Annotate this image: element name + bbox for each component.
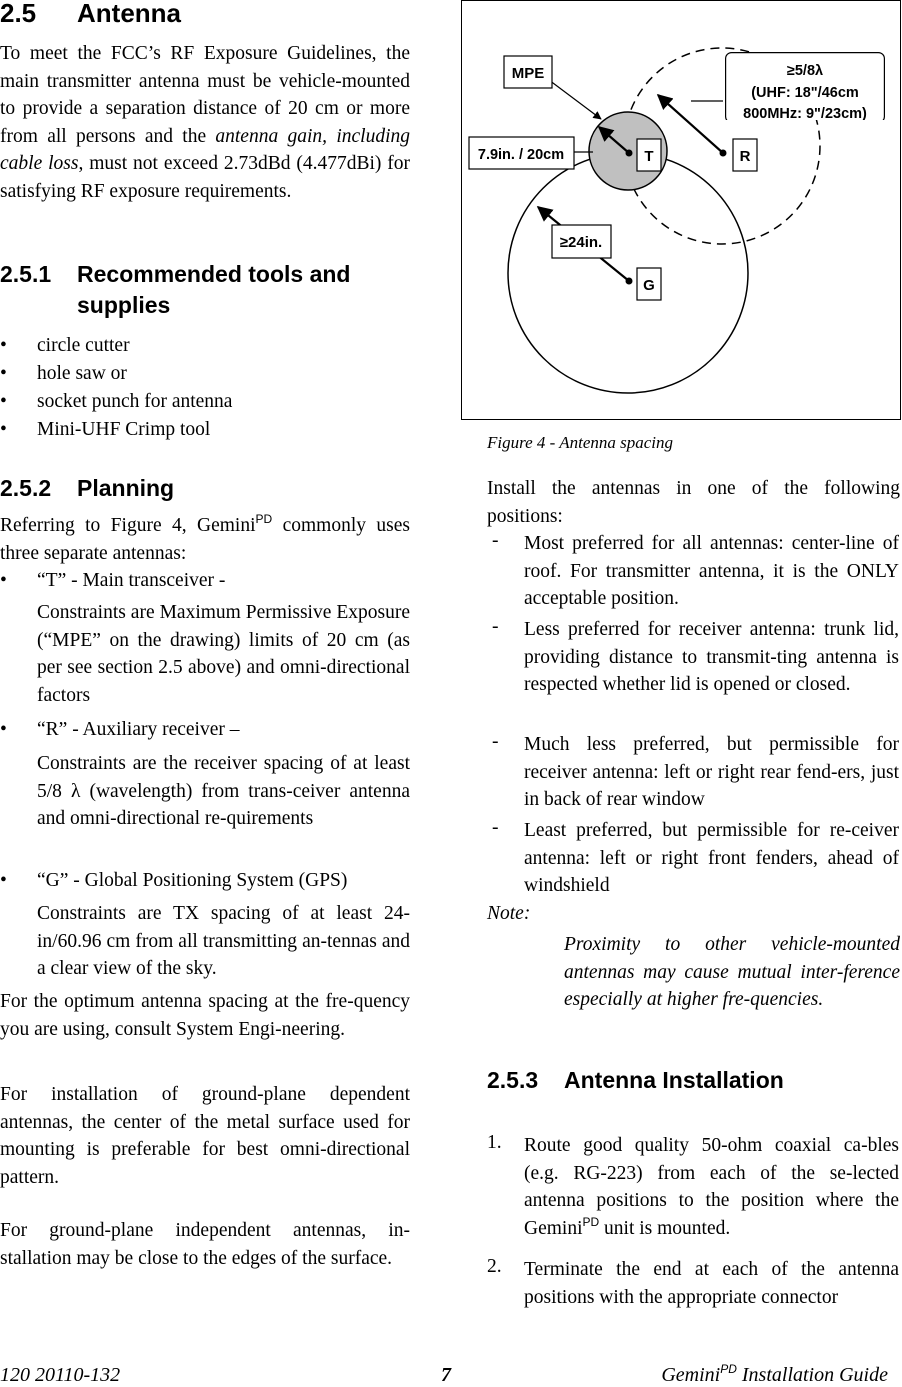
footer-title-a: Gemini bbox=[661, 1364, 721, 1386]
subsection-heading-installation bbox=[487, 1065, 784, 1096]
subsection-heading-planning bbox=[0, 473, 174, 504]
install-intro: Install the antennas in one of the following positions: bbox=[487, 478, 900, 527]
antenna-desc: Constraints are Maximum Permissive Exposure (“MPE” on the drawing) limits of 20 cm (as per see section 2.5 above) and omni-directional factors bbox=[37, 602, 410, 706]
list-item-text: Least preferred, but permissible for re-ceiver antenna: left or right front fenders, ahead of windshield bbox=[524, 820, 899, 896]
list-item-text: socket punch for antenna bbox=[37, 391, 233, 412]
planning-text-b: commonly uses three separate antennas: bbox=[0, 515, 410, 564]
distance-label: 7.9in. / 20cm bbox=[477, 147, 565, 163]
intro-text-1: To meet the FCC’s RF Exposure Guidelines, the main transmitter antenna must be vehicle-mounted to provide a separation distance of 20 cm or more from all persons and the bbox=[0, 43, 410, 147]
list-item-text: hole saw or bbox=[37, 363, 127, 384]
gps-spacing-label: ≥24in. bbox=[559, 234, 603, 251]
subsection-number: 2.5.2 bbox=[0, 475, 52, 501]
paragraph-dependent: For installation of ground-plane dependent antennas, the center of the metal surface used for mounting is preferable for best omni-directional pattern. bbox=[0, 1084, 410, 1188]
lambda-label: ≥5/8λ bbox=[786, 63, 824, 79]
paragraph-independent: For ground-plane independent antennas, in-stallation may be close to the edges of the surface. bbox=[0, 1220, 410, 1269]
planning-intro bbox=[0, 512, 410, 567]
intro-text-2: , must not exceed 2.73dBd (4.477dBi) for satisfying RF exposure requirements. bbox=[0, 153, 411, 202]
800mhz-label: 800MHz: 9"/23cm) bbox=[743, 106, 867, 122]
list-item-text: Much less preferred, but permissible for receiver antenna: left or right rear fend-ers, just in back of rear window bbox=[524, 734, 899, 810]
list-item-text: Mini-UHF Crimp tool bbox=[37, 419, 211, 440]
list-item-text: Most preferred for all antennas: center-line of roof. For transmitter antenna, it is the ONLY acceptable position. bbox=[524, 533, 899, 609]
antenna-desc: Constraints are the receiver spacing of at least 5/8 λ (wavelength) from trans-ceiver antenna and omni-directional re-quirements bbox=[37, 753, 410, 829]
antenna-label: “G” - Global Positioning System (GPS) bbox=[37, 870, 348, 891]
antenna-label: “R” - Auxiliary receiver – bbox=[37, 719, 240, 740]
step-text: Terminate the end at each of the antenna positions with the appropriate connector bbox=[524, 1259, 899, 1308]
receiver-point bbox=[720, 150, 727, 157]
transmitter-point bbox=[626, 150, 633, 157]
section-heading bbox=[0, 0, 181, 29]
section-number: 2.5 bbox=[0, 0, 37, 28]
list-item-text: Less preferred for receiver antenna: trunk lid, providing distance to transmit-ting antenna is respected whether lid is opened or closed. bbox=[524, 619, 899, 695]
step-text-b: unit is mounted. bbox=[599, 1217, 731, 1239]
section-title: Antenna bbox=[77, 0, 181, 28]
page-number: 7 bbox=[441, 1364, 451, 1386]
superscript: PD bbox=[582, 1214, 600, 1229]
footer-doc-number: 120 20110-132 bbox=[0, 1364, 121, 1386]
paragraph-optimum: For the optimum antenna spacing at the fre-quency you are using, consult System Engi-neering. bbox=[0, 991, 410, 1040]
mpe-label: MPE bbox=[511, 65, 545, 82]
subsection-title: Antenna Installation bbox=[564, 1067, 784, 1093]
subsection-number: 2.5.1 bbox=[0, 261, 52, 287]
footer-title-b: Installation Guide bbox=[736, 1364, 888, 1386]
gps-point bbox=[626, 278, 633, 285]
r-label: R bbox=[739, 148, 751, 165]
antenna-desc: Constraints are TX spacing of at least 24-in/60.96 cm from all transmitting an-tennas and a clear view of the sky. bbox=[37, 903, 410, 979]
antenna-spacing-figure bbox=[461, 0, 901, 420]
uhf-label: (UHF: 18"/46cm bbox=[751, 85, 859, 101]
planning-text-a: Referring to Figure 4, Gemini bbox=[0, 515, 256, 536]
step-text-a: Route good quality 50-ohm coaxial ca-bles (e.g. RG-223) from each of the se-lected antenna positions to the position where the Gemini bbox=[524, 1135, 899, 1239]
subsection-title-cont: supplies bbox=[77, 292, 171, 318]
antenna-label: “T” - Main transceiver - bbox=[37, 570, 226, 591]
intro-italic: antenna gain, including cable loss bbox=[0, 125, 410, 174]
t-label: T bbox=[644, 148, 654, 165]
antenna-spacing-diagram bbox=[462, 1, 899, 418]
superscript: PD bbox=[255, 512, 273, 526]
subsection-title: Recommended tools and bbox=[77, 261, 351, 287]
intro-paragraph bbox=[0, 40, 410, 205]
subsection-heading-tools bbox=[0, 259, 410, 321]
figure-caption: Figure 4 - Antenna spacing bbox=[487, 433, 674, 452]
subsection-title: Planning bbox=[77, 475, 175, 501]
superscript: PD bbox=[720, 1362, 737, 1376]
list-item-text: circle cutter bbox=[37, 335, 130, 356]
g-label: G bbox=[643, 277, 655, 294]
note-text: Proximity to other vehicle-mounted antennas may cause mutual inter-ference especially at higher fre-quencies. bbox=[564, 934, 900, 1010]
note-label: Note: bbox=[487, 903, 531, 924]
subsection-number: 2.5.3 bbox=[487, 1067, 539, 1093]
